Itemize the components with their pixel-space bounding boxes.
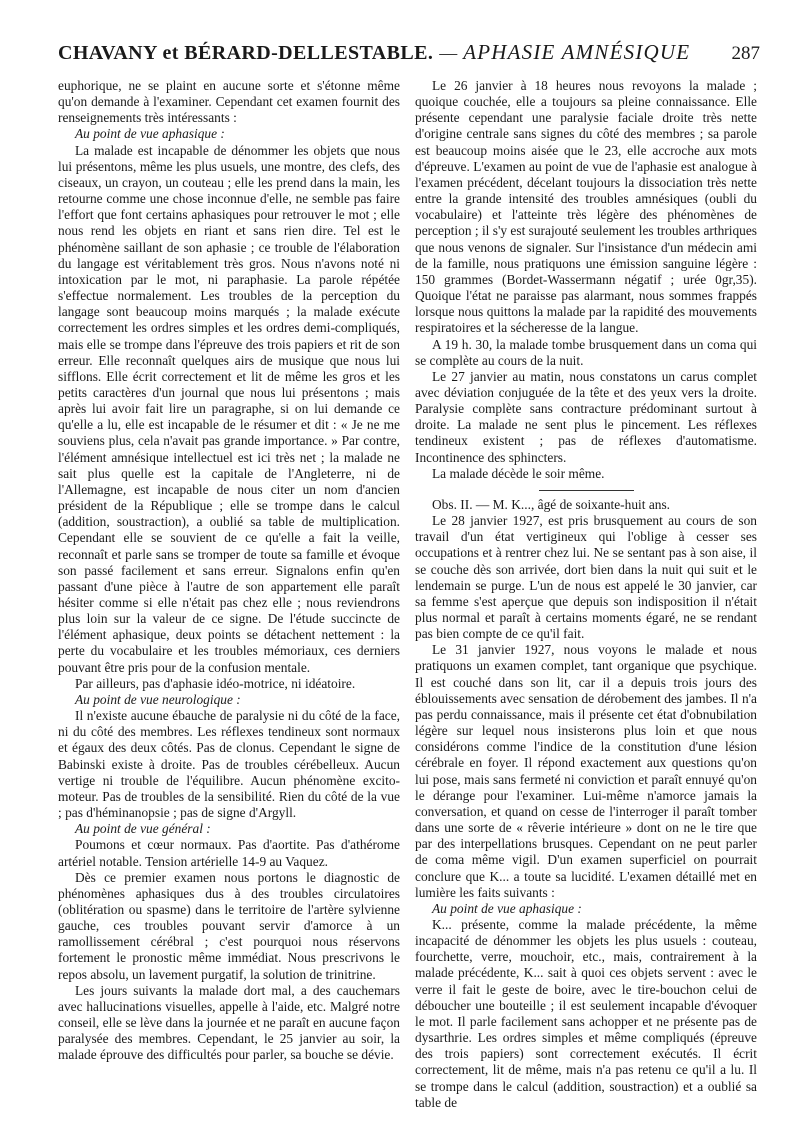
- paragraph: Les jours suivants la malade dort mal, a des cauchemars avec hallucinations visuelles, appelle à l'aide, etc. Malgré notre conseil, elle se lève dans la journée et ne paraît en aucune façon paralysée des membres. Cependant, le 25 janvier au soir, la malade éprouve des difficultés pour parler, sa bouche se dévie.: [58, 982, 400, 1063]
- paragraph: Le 28 janvier 1927, est pris brusquement au cours de son travail d'un état vertigineux qui l'oblige à cesser ses occupations et à rentrer chez lui. Ne se sentant pas à son aise, il se couche dès son arrivée, dort bien dans la nuit qui suit et le lendemain se purge. L'un de nous est appelé le 30 janvier, car sa femme s'est aperçue que depuis son indisposition il n'était plus normal et paraît à certains moments égaré, ne se rendant pas bien compte de ce qu'il fait.: [415, 513, 757, 642]
- paragraph: Par ailleurs, pas d'aphasie idéo-motrice, ni idéatoire.: [75, 675, 356, 691]
- paragraph: Le 31 janvier 1927, nous voyons le malade et nous pratiquons un examen complet, tant organique que psychique. Il est couché dans son lit, car il a depuis trois jours des éblouissements avec sensation de dérobement des jambes. Il n'a pas perdu connaissance, mais il présente cet état d'obnubilation légère sur lequel nous insisterons plus loin et que nous considérons comme l'indice de la constitution d'une lésion cérébrale en foyer. Il répond exactement aux questions qu'on lui pose, mais sans fermeté ni conviction et paraît ennuyé qu'on le dérange pour l'examiner. Lui-même n'amorce jamais la conversation, et quand on cesse de l'interroger il paraît tomber dans une sorte de « rêverie intérieure » dont on ne le tire que par des interpellations brusques. Cependant on ne peut parler de coma même vigil. D'un examen superficiel on pourrait conclure que K... a toute sa lucidité. L'examen détaillé met en lumière les faits suivants :: [415, 642, 757, 900]
- left-column: [58, 78, 400, 1064]
- paragraph: Poumons et cœur normaux. Pas d'aortite. Pas d'athérome artériel notable. Tension artérielle 14-9 au Vaquez.: [58, 837, 400, 869]
- observation-heading: Obs. II. — M. K..., âgé de soixante-huit ans.: [432, 496, 671, 512]
- header-title: APHASIE AMNÉSIQUE: [463, 40, 691, 64]
- paragraph: euphorique, ne se plaint en aucune sorte et s'étonne même qu'on demande à l'examiner. Cependant cet examen fournit des renseignements très intéressants :: [58, 78, 400, 126]
- subheading: Au point de vue neurologique :: [75, 691, 241, 707]
- paragraph: Dès ce premier examen nous portons le diagnostic de phénomènes aphasiques dus à des troubles circulatoires (oblitération ou spasme) dans le territoire de l'artère sylvienne gauche, ces troubles pouvant servir d'amorce à un ramollissement cérébral ; c'est pourquoi nous réservons fortement le pronostic même immédiat. Nous prescrivons le repos absolu, un lavement purgatif, la solution de trinitrine.: [58, 869, 400, 982]
- section-divider: [539, 490, 634, 491]
- right-column: [415, 78, 757, 1111]
- paragraph: Le 27 janvier au matin, nous constatons un carus complet avec déviation conjuguée de la tête et des yeux vers la droite. Paralysie complète sans contracture prédominant surtout à droite. La malade ne sent plus le pincement. Les réflexes tendineux existent ; pas de réflexes d'automatisme. Incontinence des sphincters.: [415, 368, 757, 465]
- paragraph: A 19 h. 30, la malade tombe brusquement dans un coma qui se complète au cours de la nuit.: [415, 336, 757, 368]
- paragraph: K... présente, comme la malade précédente, la même incapacité de dénommer les objets les plus usuels : couteau, fourchette, verre, mouchoir, etc., mais, contrairement à la malade précédente, K... sait à quoi ces objets servent : avec le verre il fait le geste de boire, avec le tire-bouchon celui de déboucher une bouteille ; il est seulement incapable d'évoquer le mot. Il parle facilement sans achopper et ne présente pas de dysarthrie. Les ordres simples et même compliqués (épreuve des trois papiers) sont correctement exécutés. Il écrit correctement, lit de même, mais n'a pas retenu ce qu'il a lu. Il se trompe dans le calcul (addition, soustraction) et a oublié sa table de: [415, 916, 757, 1110]
- paragraph: La malade décède le soir même.: [432, 465, 605, 481]
- subheading: Au point de vue général :: [75, 821, 211, 837]
- subheading: Au point de vue aphasique :: [432, 900, 582, 916]
- header-dash: —: [439, 43, 458, 63]
- paragraph: La malade est incapable de dénommer les objets que nous lui présentons, même les plus usuels, une montre, des clefs, des ciseaux, un crayon, un couteau ; elle les prend dans la main, les retourne comme une chose inconnue d'elle, ne semble pas faire l'effort que font certains aphasiques pour retrouver le mot ; elle nous rend les objets en riant et sans rien dire. Tel est le phénomène saillant de son aphasie ; ce trouble de l'élaboration du langage est véritablement très gros. Nous n'avons noté ni intoxication par le mot, ni paraphasie. La parole répétée s'effectue normalement. Les troubles de la perception du langage sont beaucoup moins marqués ; la malade exécute correctement les ordres simples et les ordres demi-compliqués, mais elle se trompe dans l'épreuve des trois papiers et rit de son erreur. Elle reconnaît quelques airs de musique que nous lui sifflons. Elle écrit correctement et lit de même les gros et les petits caractères d'un journal que nous lui présentons ; mais après lui avoir fait lire un paragraphe, si on lui demande ce qu'elle a lu, elle est incapable de le résumer et dit : « Je ne me souviens plus, cela n'avait pas grande importance. » Par contre, l'élément amnésique intellectuel est ici très net ; la malade ne sait plus quelle est la capitale de l'Angleterre, ni de l'Allemagne, est incapable de nous citer un nom d'ancien président de la République ; elle se trompe dans le calcul (addition, soustraction), a oublié sa table de multiplication. Cependant elle se souvient de ce qu'elle a fait la veille, reconnaît et parle sans se tromper de toute sa famille et évoque son passé facilement et sans erreur. Signalons enfin qu'en passant d'une pièce à l'autre de son appartement elle paraît hésiter comme si elle n'était pas chez elle ; nous reviendrons plus loin sur la valeur de ce signe. De l'étude succincte de l'élément aphasique, deux points se détachent nettement : la perte du vocabulaire et les troubles mémoriaux, ces derniers pouvant être pris pour de la confusion mentale.: [58, 142, 400, 675]
- page-number: 287: [731, 43, 760, 64]
- paragraph: Le 26 janvier à 18 heures nous revoyons la malade ; quoique couchée, elle a toujours sa pleine connaissance. Elle présente cependant une paralysie faciale droite très nette d'origine centrale sans signes du côté des membres ; sa parole est beaucoup moins aisée que le 23, elle accroche aux mots d'épreuve. L'examen au point de vue de l'aphasie est analogue à l'examen précédent, décelant toujours la dissociation très nette entre la grande intensité des troubles amnésiques (oubli du vocabulaire) et l'atteinte très légère des phénomènes de perception ; il s'y est surajouté seulement les troubles arthriques que nous venons de signaler. Sur l'insistance d'un médecin ami de la famille, nous pratiquons une émission sanguine légère : 150 grammes (Bordet-Wassermann négatif ; urée 0gr,35). Quoique l'état ne paraisse pas alarmant, nous sommes frappés lorsque nous quittons la malade par la rapidité des mouvements respiratoires et la sécheresse de la langue.: [415, 78, 757, 336]
- header-authors: CHAVANY et BÉRARD-DELLESTABLE.: [58, 42, 434, 64]
- running-header: [58, 40, 760, 80]
- subheading: Au point de vue aphasique :: [75, 126, 225, 142]
- paragraph: Il n'existe aucune ébauche de paralysie ni du côté de la face, ni du côté des membres. Les réflexes tendineux sont normaux et égaux des deux côtés. Pas de clonus. Cependant le signe de Babinski existe à droite. Pas de troubles cérébelleux. Aucun vertige ni trouble de l'équilibre. Aucun phénomène excito-moteur. Pas de troubles de la sensibilité. Rien du côté de la vue ; pas d'héminanopsie ; pas de signe d'Argyll.: [58, 708, 400, 821]
